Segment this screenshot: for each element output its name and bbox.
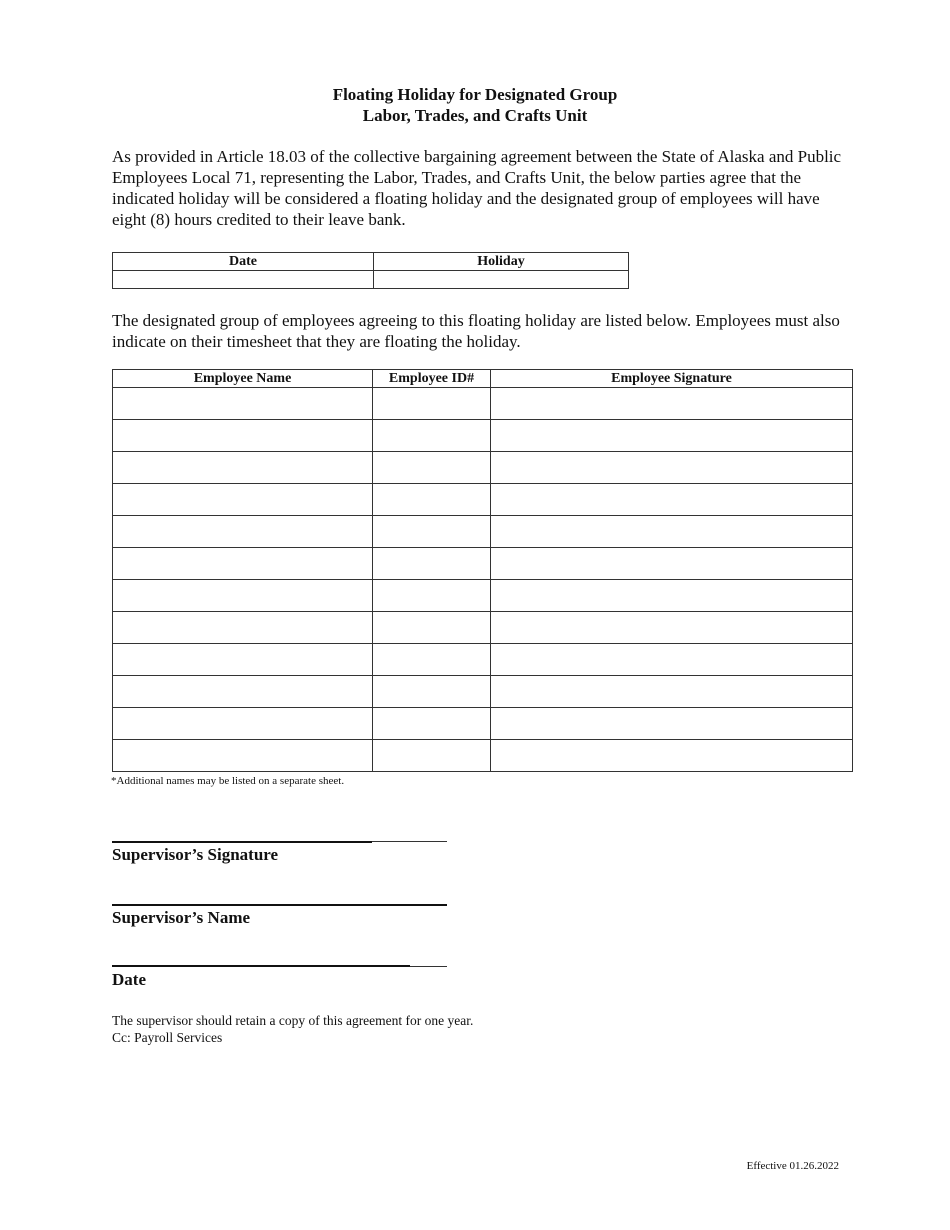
employee-name-cell[interactable]: [113, 388, 373, 420]
employee-signature-cell[interactable]: [491, 644, 853, 676]
employee-id-cell[interactable]: [373, 516, 491, 548]
holiday-cell[interactable]: [374, 271, 629, 289]
supervisor-signature-label: Supervisor’s Signature: [112, 845, 279, 864]
effective-date: Effective 01.26.2022: [746, 1160, 839, 1172]
employee-id-cell[interactable]: [373, 548, 491, 580]
date-header: Date: [113, 253, 374, 271]
employee-name-cell[interactable]: [113, 548, 373, 580]
employee-id-cell[interactable]: [373, 708, 491, 740]
table-row: [113, 676, 853, 708]
cc-note: Cc: Payroll Services: [112, 1030, 223, 1045]
employee-signature-cell[interactable]: [491, 580, 853, 612]
employee-name-cell[interactable]: [113, 580, 373, 612]
table-row: [113, 516, 853, 548]
table-row: [113, 420, 853, 452]
table-row: [113, 452, 853, 484]
employee-id-cell[interactable]: [373, 420, 491, 452]
employee-signature-cell[interactable]: [491, 388, 853, 420]
employee-signature-cell[interactable]: [491, 420, 853, 452]
employee-name-cell[interactable]: [113, 516, 373, 548]
employee-id-cell[interactable]: [373, 580, 491, 612]
date-line[interactable]: [112, 965, 447, 967]
table-row: [113, 708, 853, 740]
employee-id-cell[interactable]: [373, 388, 491, 420]
employee-id-cell[interactable]: [373, 484, 491, 516]
employee-id-cell[interactable]: [373, 644, 491, 676]
page-title: [0, 84, 950, 126]
table-row: [113, 580, 853, 612]
employee-name-cell[interactable]: [113, 676, 373, 708]
intro-paragraph: As provided in Article 18.03 of the collective bargaining agreement between the State of Alaska and Public Employees Local 71, representing the Labor, Trades, and Crafts Unit, the below parties agree that the indicated holiday will be considered a floating holiday and the designated group of employees will have eight (8) hours credited to their leave bank.: [112, 147, 842, 229]
employee-name-cell[interactable]: [113, 452, 373, 484]
table-row: [113, 484, 853, 516]
footnote: *Additional names may be listed on a separate sheet.: [111, 775, 345, 787]
employee-table: [112, 369, 853, 772]
employee-name-header: Employee Name: [113, 370, 373, 388]
group-paragraph: The designated group of employees agreeing to this floating holiday are listed below. Employees must also indicate on their timesheet that they are floating the holiday.: [112, 311, 840, 351]
date-cell[interactable]: [113, 271, 374, 289]
table-row: [113, 388, 853, 420]
employee-header-row: [113, 370, 853, 388]
date-label: Date: [112, 970, 146, 989]
title-line-1: Floating Holiday for Designated Group: [332, 85, 618, 104]
title-line-2: Labor, Trades, and Crafts Unit: [362, 106, 588, 125]
employee-signature-cell[interactable]: [491, 612, 853, 644]
supervisor-name-label: Supervisor’s Name: [112, 908, 251, 927]
table-row: [113, 644, 853, 676]
employee-signature-cell[interactable]: [491, 740, 853, 772]
employee-id-cell[interactable]: [373, 676, 491, 708]
table-row: [113, 612, 853, 644]
employee-signature-cell[interactable]: [491, 452, 853, 484]
employee-name-cell[interactable]: [113, 612, 373, 644]
holiday-header: Holiday: [374, 253, 629, 271]
retain-note: The supervisor should retain a copy of this agreement for one year.: [112, 1013, 474, 1028]
employee-id-header: Employee ID#: [373, 370, 491, 388]
employee-signature-cell[interactable]: [491, 548, 853, 580]
employee-id-cell[interactable]: [373, 452, 491, 484]
employee-name-cell[interactable]: [113, 484, 373, 516]
employee-signature-cell[interactable]: [491, 484, 853, 516]
holiday-entry-row: [113, 271, 629, 289]
employee-name-cell[interactable]: [113, 644, 373, 676]
employee-id-cell[interactable]: [373, 612, 491, 644]
employee-name-cell[interactable]: [113, 420, 373, 452]
employee-signature-header: Employee Signature: [491, 370, 853, 388]
table-row: [113, 548, 853, 580]
supervisor-signature-line[interactable]: [112, 841, 447, 843]
supervisor-name-line[interactable]: [112, 904, 447, 906]
holiday-table: [112, 252, 629, 289]
employee-name-cell[interactable]: [113, 740, 373, 772]
employee-signature-cell[interactable]: [491, 516, 853, 548]
holiday-header-row: [113, 253, 629, 271]
employee-signature-cell[interactable]: [491, 676, 853, 708]
employee-id-cell[interactable]: [373, 740, 491, 772]
employee-name-cell[interactable]: [113, 708, 373, 740]
table-row: [113, 740, 853, 772]
employee-signature-cell[interactable]: [491, 708, 853, 740]
